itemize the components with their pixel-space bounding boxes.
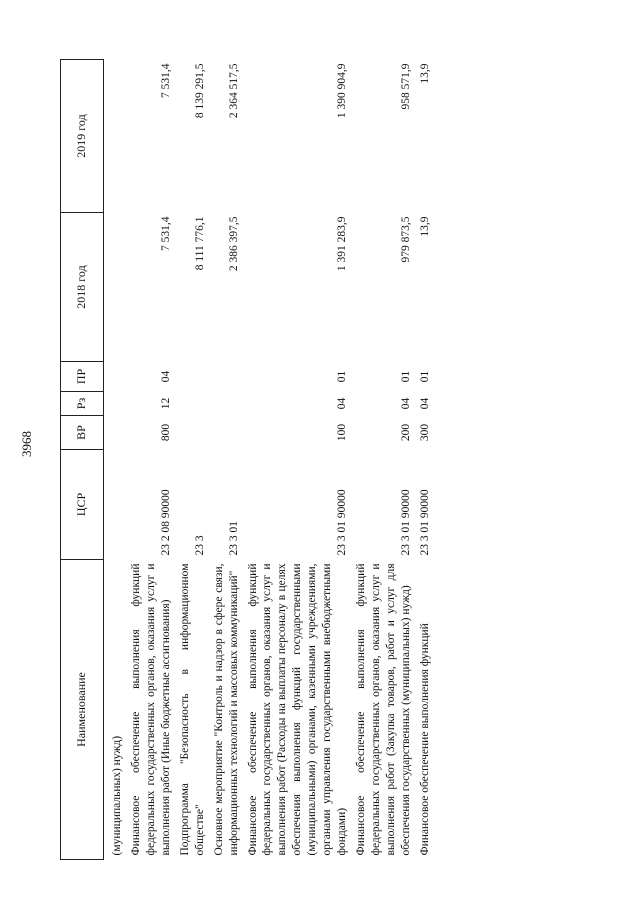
row-2018: 8 111 776,1 xyxy=(193,216,206,271)
budget-table-container xyxy=(60,60,595,860)
table-row xyxy=(127,60,176,860)
row-pr: 01 xyxy=(336,370,349,383)
row-name: Подпрограмма "Безопасность в информационном обществе" xyxy=(178,563,206,856)
row-2019: 8 139 291,5 xyxy=(193,63,206,119)
row-2019 xyxy=(104,60,127,213)
row-2018: 979 873,5 xyxy=(399,216,412,263)
row-rz: 04 xyxy=(418,397,431,410)
row-2018 xyxy=(104,213,127,362)
row-name: Основное мероприятие "Контроль и надзор в сфере связи, информационных технологий и массовых коммуникаций" xyxy=(212,563,240,856)
row-name: Финансовое обеспечение выполнения функций федеральных государственных органов, оказания услуг и выполнения работ (Расходы на выплаты персоналу в целях обеспечения выполнения функций государственными (муниципальными) органами, казенными учреждениями, органами управления государственными внебюджетными фондами) xyxy=(246,563,349,856)
row-2019: 13,9 xyxy=(418,63,431,84)
row-vr: 800 xyxy=(159,423,172,442)
row-2018: 7 531,4 xyxy=(159,216,172,251)
row-csr: 23 2 08 90000 xyxy=(159,489,172,556)
row-2019: 7 531,4 xyxy=(159,63,172,98)
row-rz xyxy=(176,392,210,416)
header-pr: ПР xyxy=(61,362,104,392)
table-header xyxy=(61,60,104,860)
row-pr xyxy=(104,362,127,392)
row-2018: 2 386 397,5 xyxy=(227,216,240,272)
rotated-page xyxy=(60,60,595,860)
table-row xyxy=(416,60,435,860)
row-pr: 01 xyxy=(399,370,412,383)
row-2019: 958 571,9 xyxy=(399,63,412,110)
row-rz: 12 xyxy=(159,397,172,410)
row-name: Финансовое обеспечение выполнения функций федеральных государственных органов, оказания услуг и выполнения работ (Закупка товаров, работ и услуг для обеспечения государственных (муниципальных) нужд) xyxy=(355,563,412,856)
row-csr: 23 3 01 90000 xyxy=(399,489,412,556)
row-pr: 01 xyxy=(418,370,431,383)
row-vr: 200 xyxy=(399,423,412,442)
table-row xyxy=(244,60,353,860)
budget-table xyxy=(60,59,435,860)
row-csr: 23 3 xyxy=(193,535,206,556)
table-row xyxy=(210,60,244,860)
header-csr: ЦСР xyxy=(61,450,104,560)
row-2019: 1 390 904,9 xyxy=(336,63,349,119)
header-2018: 2018 год xyxy=(61,213,104,362)
row-vr xyxy=(210,416,244,450)
header-name: Наименование xyxy=(61,560,104,860)
row-name: Финансовое обеспечение выполнения функций федеральных государственных органов, оказания услуг и выполнения работ (Иные бюджетные ассигнования) xyxy=(129,563,172,856)
row-rz xyxy=(104,392,127,416)
row-2018: 1 391 283,9 xyxy=(336,216,349,272)
row-name: (муниципальных) нужд) xyxy=(111,735,123,856)
row-csr: 23 3 01 90000 xyxy=(418,489,431,556)
header-rz: Рз xyxy=(61,392,104,416)
row-vr xyxy=(104,416,127,450)
row-vr: 300 xyxy=(418,423,431,442)
row-vr: 100 xyxy=(336,423,349,442)
table-row xyxy=(104,60,127,860)
table-body xyxy=(104,60,435,860)
row-csr xyxy=(104,450,127,560)
row-2019: 2 364 517,5 xyxy=(227,63,240,119)
row-name: Финансовое обеспечение выполнения функций xyxy=(418,623,431,856)
table-row xyxy=(352,60,416,860)
row-rz: 04 xyxy=(336,397,349,410)
table-row xyxy=(176,60,210,860)
row-rz: 04 xyxy=(399,397,412,410)
row-pr: 04 xyxy=(159,370,172,383)
page-number: 3968 xyxy=(19,431,34,457)
row-vr xyxy=(176,416,210,450)
row-pr xyxy=(176,362,210,392)
row-csr: 23 3 01 90000 xyxy=(336,489,349,556)
header-2019: 2019 год xyxy=(61,60,104,213)
row-rz xyxy=(210,392,244,416)
row-pr xyxy=(210,362,244,392)
header-vr: ВР xyxy=(61,416,104,450)
row-2018: 13,9 xyxy=(418,216,431,237)
row-csr: 23 3 01 xyxy=(227,521,240,556)
